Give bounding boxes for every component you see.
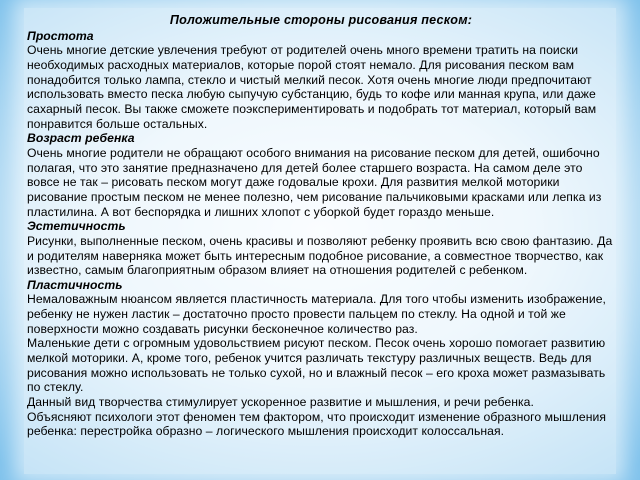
slide-title: Положительные стороны рисования песком: <box>169 13 473 27</box>
section-heading: Пластичность <box>27 277 123 292</box>
section-heading: Простота <box>27 28 94 43</box>
section-paragraph: Объясняют психологи этот феномен тем фактором, что происходит изменение образного мышления ребенка: перестройка образно – логического мышления происходит колоссальная. <box>27 409 607 439</box>
section-child-age <box>27 131 615 219</box>
section-paragraph: Очень многие родители не обращают особого внимания на рисование песком для детей, ошибочно полагая, что это занятие предназначено для детей более старшего возраста. На самом деле это вовсе не так – рисовать песком могут даже годовалые крохи. Для развития мелкой моторики рисование простым песком не менее полезно, чем рисование пальчиковыми красками или лепка из пластилина. А вот беспорядка и лишних хлопот с уборкой будет гораздо меньше. <box>27 145 602 219</box>
section-paragraph: Очень многие детские увлечения требуют от родителей очень много времени тратить на поиски необходимых расходных материалов, которые порой стоят немало. Для рисования песком вам понадобится только лампа, стекло и чистый мелкий песок. Хотя очень многие люди предпочитают использовать вместо песка любую сыпучую субстанцию, будь то кофе или манная крупа, или даже сахарный песок. Вы также сможете поэкспериментировать и подобрать тот материал, который вам понравится больше остальных. <box>27 43 597 131</box>
section-paragraph: Данный вид творчества стимулирует ускоренное развитие и мышления, и речи ребенка. <box>27 395 534 410</box>
section-simplicity <box>27 29 615 132</box>
section-heading: Эстетичность <box>27 219 126 234</box>
section-paragraph: Маленькие дети с огромным удовольствием рисуют песком. Песок очень хорошо помогает развитию мелкой моторики. А, кроме того, ребенок учится различать текстуру различных веществ. Ведь для рисования можно использовать не только сухой, но и влажный песок – его кроха может размазывать по стеклу. <box>27 336 606 395</box>
section-paragraph: Рисунки, выполненные песком, очень красивы и позволяют ребенку проявить всю свою фантазию. Да и родителям наверняка может быть интересным подобное рисование, а совместное творчество, как известно, самым благоприятным образом влияет на отношения родителей с ребенком. <box>27 233 613 278</box>
section-paragraph: Немаловажным нюансом является пластичность материала. Для того чтобы изменить изображение, ребенку не нужен ластик – достаточно просто провести пальцем по стеклу. На одной и той же поверхности можно создавать рисунки бесконечное количество раз. <box>27 292 606 336</box>
slide-content <box>27 13 615 439</box>
section-aesthetics <box>27 219 615 278</box>
section-heading: Возраст ребенка <box>27 131 135 146</box>
section-plasticity <box>27 278 615 439</box>
